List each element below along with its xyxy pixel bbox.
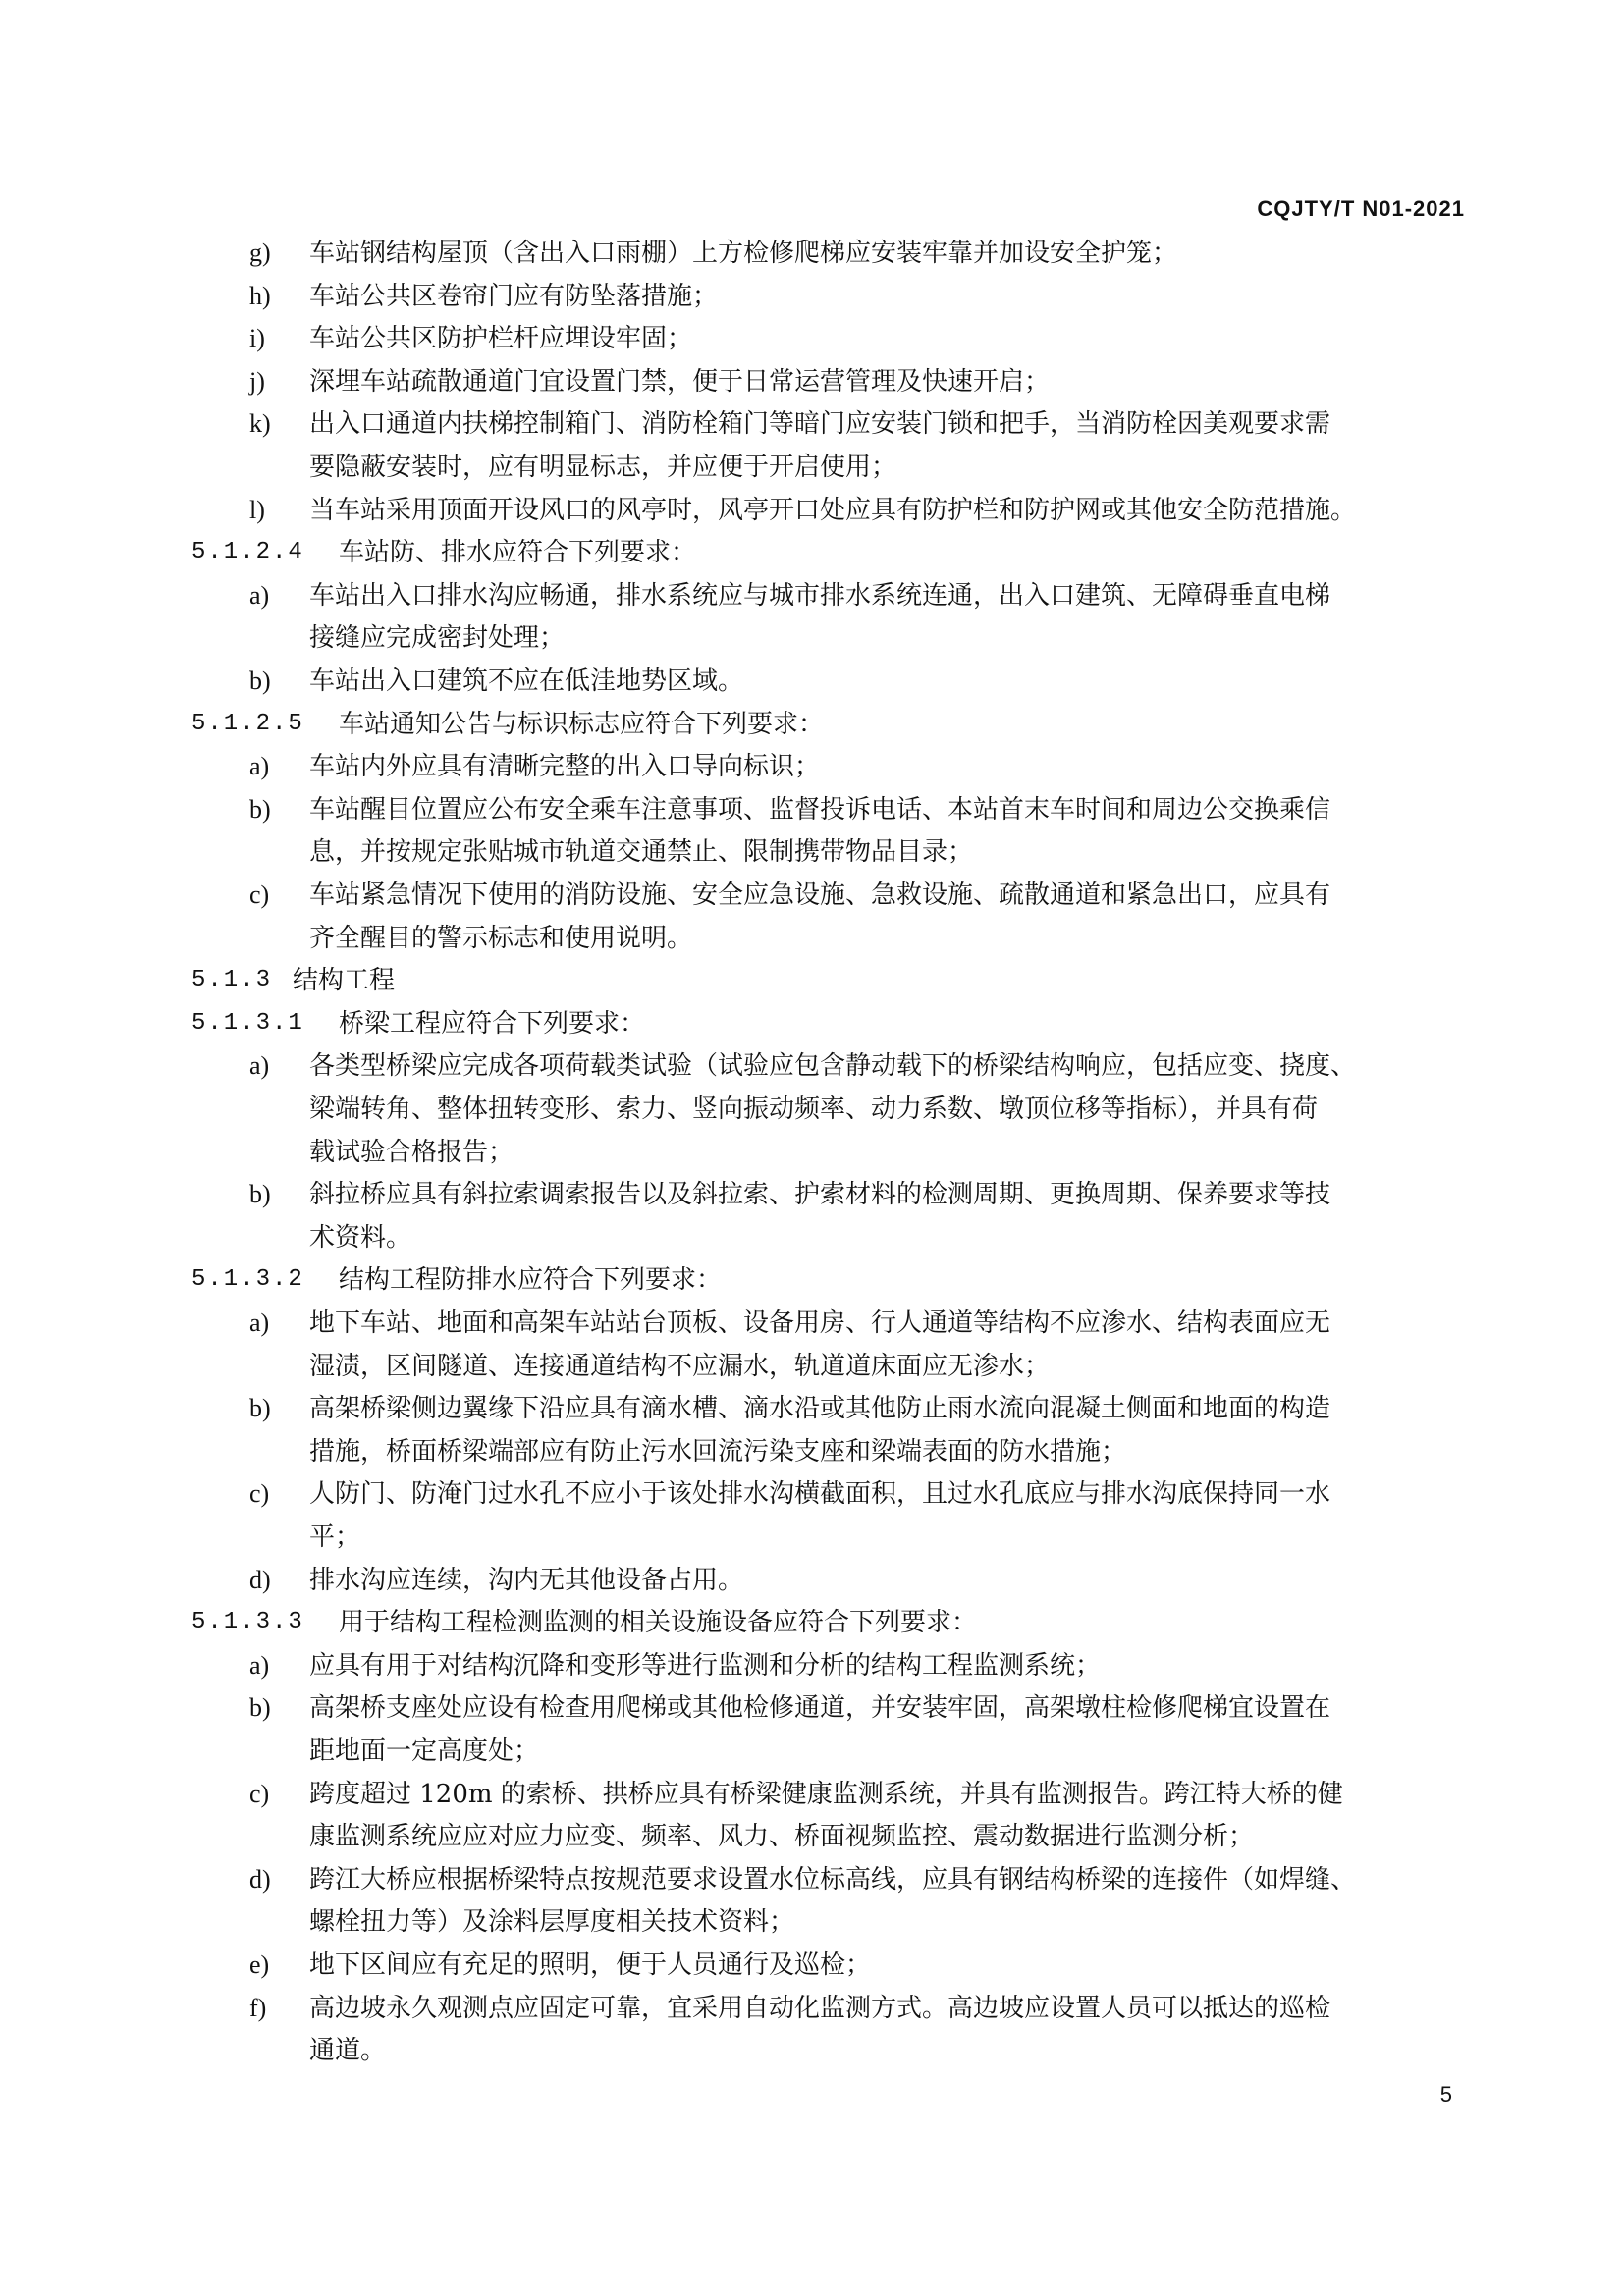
list-item-text: 出入口通道内扶梯控制箱门、消防栓箱门等暗门应安装门锁和把手，当消防栓因美观要求需 — [309, 409, 1331, 439]
list-item-text: 当车站采用顶面开设风口的风亭时，风亭开口处应具有防护栏和防护网或其他安全防范措施。 — [309, 496, 1357, 525]
list-item-marker: c) — [249, 1479, 270, 1508]
list-item-marker: e) — [249, 1950, 270, 1979]
section-number: 5.1.2.4 — [191, 539, 304, 565]
document-code: CQJTY/T N01-2021 — [1257, 196, 1465, 221]
list-item-marker: l) — [249, 496, 265, 524]
list-item-marker: k) — [249, 409, 271, 438]
section-heading: 结构工程防排水应符合下列要求： — [339, 1265, 723, 1295]
list-item-text: 高边坡永久观测点应固定可靠，宜采用自动化监测方式。高边坡应设置人员可以抵达的巡检 — [309, 1994, 1331, 2023]
list-item-marker: c) — [249, 881, 270, 909]
list-item-text: 车站紧急情况下使用的消防设施、安全应急设施、急救设施、疏散通道和紧急出口，应具有 — [309, 881, 1331, 910]
section-heading: 车站防、排水应符合下列要求： — [339, 538, 697, 567]
list-item-marker: f) — [249, 1994, 267, 2022]
list-item-marker: c) — [249, 1780, 270, 1808]
section-number: 5.1.3.1 — [191, 1010, 304, 1037]
list-item-text: 深埋车站疏散通道门宜设置门禁，便于日常运营管理及快速开启； — [309, 367, 1051, 397]
list-item-marker: b) — [249, 1394, 271, 1422]
section-heading: 结构工程 — [293, 966, 396, 995]
list-item-text: 斜拉桥应具有斜拉索调索报告以及斜拉索、护索材料的检测周期、更换周期、保养要求等技 — [309, 1180, 1331, 1209]
section-heading: 桥梁工程应符合下列要求： — [339, 1009, 646, 1039]
list-item-text: 接缝应完成密封处理； — [309, 623, 566, 653]
list-item-text: 息，并按规定张贴城市轨道交通禁止、限制携带物品目录； — [309, 837, 974, 867]
list-item-marker: d) — [249, 1865, 271, 1894]
list-item-text: 车站内外应具有清晰完整的出入口导向标识； — [309, 752, 821, 781]
list-item-text: 地下车站、地面和高架车站站台顶板、设备用房、行人通道等结构不应渗水、结构表面应无 — [309, 1308, 1331, 1338]
list-item-marker: i) — [249, 324, 265, 352]
list-item-text: 车站出入口排水沟应畅通，排水系统应与城市排水系统连通，出入口建筑、无障碍垂直电梯 — [309, 581, 1331, 611]
list-item-text: 车站醒目位置应公布安全乘车注意事项、监督投诉电话、本站首末车时间和周边公交换乘信 — [309, 795, 1331, 825]
list-item-marker: a) — [249, 1308, 270, 1337]
list-item-text: 康监测系统应应对应力应变、频率、风力、桥面视频监控、震动数据进行监测分析； — [309, 1822, 1255, 1851]
list-item-marker: d) — [249, 1566, 271, 1594]
list-item-text: 车站出入口建筑不应在低洼地势区域。 — [309, 667, 744, 696]
list-item-text: 车站公共区卷帘门应有防坠落措施； — [309, 282, 719, 311]
section-heading: 用于结构工程检测监测的相关设施设备应符合下列要求： — [339, 1608, 978, 1637]
list-item-text: 载试验合格报告； — [309, 1138, 514, 1167]
list-item-marker: b) — [249, 795, 271, 824]
list-item-text: 通道。 — [309, 2036, 387, 2065]
list-item-text: 要隐蔽安装时，应有明显标志，并应便于开启使用； — [309, 453, 897, 482]
list-item-text: 距地面一定高度处； — [309, 1736, 540, 1766]
list-item-text: 梁端转角、整体扭转变形、索力、竖向振动频率、动力系数、墩顶位移等指标），并具有荷 — [309, 1095, 1319, 1124]
section-number: 5.1.3.3 — [191, 1609, 304, 1635]
list-item-marker: a) — [249, 752, 270, 780]
list-item-text: 平； — [309, 1522, 361, 1552]
list-item-text: 高架桥梁侧边翼缘下沿应具有滴水槽、滴水沿或其他防止雨水流向混凝土侧面和地面的构造 — [309, 1394, 1331, 1423]
list-item-text: 应具有用于对结构沉降和变形等进行监测和分析的结构工程监测系统； — [309, 1651, 1102, 1681]
list-item-marker: a) — [249, 581, 270, 610]
list-item-marker: g) — [249, 239, 271, 267]
list-item-text: 齐全醒目的警示标志和使用说明。 — [309, 924, 693, 953]
section-number: 5.1.3 — [191, 967, 273, 993]
list-item-text: 措施，桥面桥梁端部应有防止污水回流污染支座和梁端表面的防水措施； — [309, 1437, 1127, 1467]
list-item-marker: a) — [249, 1651, 270, 1680]
list-item-text: 车站公共区防护栏杆应埋设牢固； — [309, 324, 693, 353]
section-number: 5.1.3.2 — [191, 1266, 304, 1293]
list-item-marker: h) — [249, 282, 271, 310]
list-item-text: 跨度超过 120m 的索桥、拱桥应具有桥梁健康监测系统，并具有监测报告。跨江特大桥的健 — [309, 1780, 1343, 1809]
list-item-marker: a) — [249, 1051, 270, 1080]
list-item-marker: b) — [249, 1693, 271, 1722]
list-item-text: 车站钢结构屋顶（含出入口雨棚）上方检修爬梯应安装牢靠并加设安全护笼； — [309, 239, 1178, 268]
list-item-text: 术资料。 — [309, 1223, 412, 1253]
section-number: 5.1.2.5 — [191, 711, 304, 737]
section-heading: 车站通知公告与标识标志应符合下列要求： — [339, 710, 825, 739]
list-item-marker: b) — [249, 667, 271, 695]
list-item-text: 跨江大桥应根据桥梁特点按规范要求设置水位标高线，应具有钢结构桥梁的连接件（如焊缝、 — [309, 1865, 1357, 1895]
list-item-text: 螺栓扭力等）及涂料层厚度相关技术资料； — [309, 1907, 795, 1937]
list-item-text: 湿渍，区间隧道、连接通道结构不应漏水，轨道道床面应无渗水； — [309, 1352, 1051, 1381]
list-item-text: 地下区间应有充足的照明，便于人员通行及巡检； — [309, 1950, 872, 1980]
list-item-marker: j) — [249, 367, 265, 396]
list-item-text: 高架桥支座处应设有检查用爬梯或其他检修通道，并安装牢固，高架墩柱检修爬梯宜设置在 — [309, 1693, 1331, 1723]
list-item-text: 人防门、防淹门过水孔不应小于该处排水沟横截面积，且过水孔底应与排水沟底保持同一水 — [309, 1479, 1331, 1509]
list-item-text: 排水沟应连续，沟内无其他设备占用。 — [309, 1566, 744, 1595]
list-item-marker: b) — [249, 1180, 271, 1208]
list-item-text: 各类型桥梁应完成各项荷载类试验（试验应包含静动载下的桥梁结构响应，包括应变、挠度、 — [309, 1051, 1357, 1081]
page-number: 5 — [1439, 2082, 1452, 2107]
